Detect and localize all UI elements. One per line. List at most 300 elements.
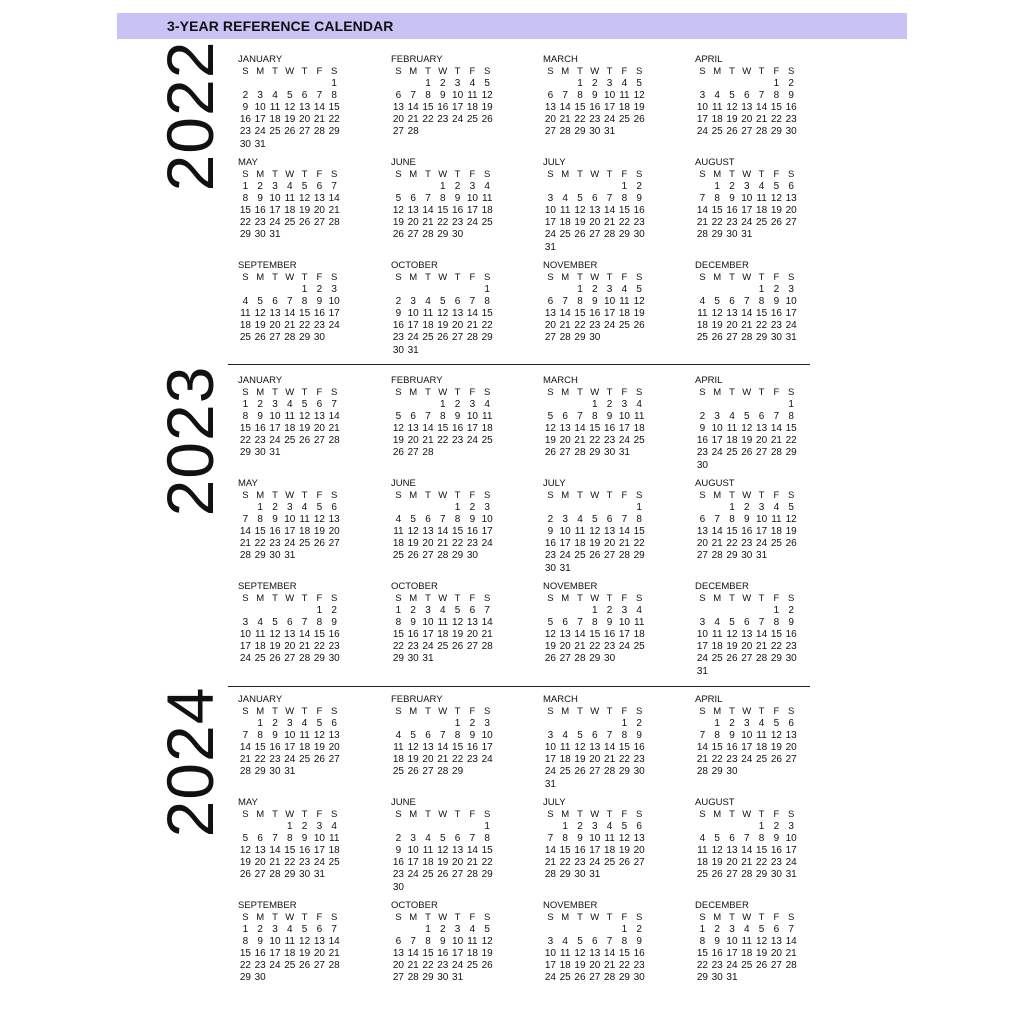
weekday-letter: F bbox=[469, 706, 476, 717]
day-number: 22 bbox=[618, 754, 630, 766]
day-number: 17 bbox=[544, 960, 556, 972]
day-number: 23 bbox=[633, 960, 645, 972]
day-number: 22 bbox=[239, 435, 251, 447]
day-number: 6 bbox=[592, 193, 598, 205]
weekday-letter: S bbox=[395, 272, 402, 283]
day-number: 2 bbox=[592, 78, 598, 89]
month-name: APRIL bbox=[695, 694, 723, 705]
day-number: 5 bbox=[773, 181, 780, 192]
day-number: 23 bbox=[452, 435, 464, 447]
day-number: 12 bbox=[633, 90, 645, 102]
day-number: 12 bbox=[437, 308, 449, 320]
day-number: 20 bbox=[604, 538, 616, 550]
weekday-letter: S bbox=[788, 272, 795, 283]
day-number: 30 bbox=[726, 229, 738, 241]
weekday-letter: T bbox=[758, 593, 765, 604]
day-number: 12 bbox=[313, 730, 325, 742]
day-number: 21 bbox=[313, 114, 325, 126]
weekday-letter: S bbox=[699, 490, 706, 501]
day-number: 12 bbox=[407, 526, 419, 538]
day-number: 30 bbox=[696, 459, 708, 471]
weekday-letter: T bbox=[758, 809, 765, 820]
day-number: 12 bbox=[726, 102, 738, 114]
day-number: 24 bbox=[711, 447, 723, 459]
day-number: 14 bbox=[559, 308, 571, 320]
weekday-letter: F bbox=[316, 809, 323, 820]
month-name: NOVEMBER bbox=[543, 260, 598, 271]
day-number: 12 bbox=[299, 193, 311, 205]
day-number: 6 bbox=[410, 193, 416, 205]
day-number: 20 bbox=[313, 423, 325, 435]
day-number: 24 bbox=[544, 972, 556, 984]
day-number: 12 bbox=[239, 845, 251, 857]
weekday-letter: W bbox=[590, 706, 600, 717]
weekday-letter: M bbox=[561, 387, 570, 398]
day-number: 3 bbox=[621, 605, 628, 616]
day-number: 25 bbox=[696, 332, 708, 344]
day-number: 24 bbox=[756, 538, 768, 550]
weekday-letter: T bbox=[758, 387, 765, 398]
weekday-letter: S bbox=[242, 169, 249, 180]
day-number: 10 bbox=[254, 102, 266, 114]
day-number: 19 bbox=[269, 641, 281, 653]
month-name: AUGUST bbox=[695, 797, 735, 808]
day-number: 7 bbox=[621, 514, 628, 526]
day-number: 23 bbox=[269, 754, 281, 766]
day-number: 15 bbox=[313, 629, 325, 641]
day-number: 12 bbox=[726, 629, 738, 641]
weekday-letter: M bbox=[713, 706, 722, 717]
day-number: 6 bbox=[316, 399, 323, 410]
weekday-letter: S bbox=[788, 66, 795, 77]
day-number: 30 bbox=[392, 344, 404, 356]
weekday-letter: T bbox=[577, 912, 583, 923]
day-number: 9 bbox=[788, 90, 794, 102]
day-number: 1 bbox=[395, 605, 402, 616]
day-number: 6 bbox=[454, 296, 461, 308]
weekday-letter: T bbox=[272, 169, 278, 180]
weekday-letter: M bbox=[713, 490, 722, 501]
day-number: 6 bbox=[729, 296, 735, 308]
weekday-letter: T bbox=[301, 490, 308, 501]
day-number: 15 bbox=[574, 308, 586, 320]
weekday-letter: W bbox=[285, 387, 295, 398]
day-number: 25 bbox=[328, 857, 340, 869]
day-number: 16 bbox=[574, 845, 586, 857]
weekday-letter: M bbox=[561, 593, 570, 604]
day-number: 24 bbox=[618, 641, 630, 653]
weekday-letter: M bbox=[256, 490, 265, 501]
day-number: 25 bbox=[392, 766, 404, 778]
day-number: 22 bbox=[254, 754, 266, 766]
day-number: 1 bbox=[758, 284, 765, 295]
day-number: 4 bbox=[744, 924, 750, 935]
day-number: 23 bbox=[392, 869, 404, 881]
day-number: 9 bbox=[257, 411, 263, 423]
day-number: 12 bbox=[633, 296, 645, 308]
day-number: 13 bbox=[741, 102, 753, 114]
day-number: 29 bbox=[239, 447, 251, 459]
day-number: 26 bbox=[452, 641, 464, 653]
day-number: 21 bbox=[328, 948, 340, 960]
day-number: 3 bbox=[699, 617, 706, 629]
day-number: 9 bbox=[331, 617, 337, 629]
day-number: 22 bbox=[618, 960, 630, 972]
day-number: 8 bbox=[316, 617, 323, 629]
day-number: 18 bbox=[741, 948, 753, 960]
weekday-letter: S bbox=[395, 387, 402, 398]
day-number: 5 bbox=[714, 296, 720, 308]
day-number: 30 bbox=[633, 972, 645, 984]
day-number: 13 bbox=[589, 948, 601, 960]
day-number: 15 bbox=[559, 845, 571, 857]
day-number: 16 bbox=[466, 526, 478, 538]
day-number: 12 bbox=[254, 308, 266, 320]
weekday-letter: S bbox=[484, 66, 491, 77]
day-number: 2 bbox=[606, 399, 613, 410]
day-number: 27 bbox=[313, 435, 325, 447]
weekday-letter: W bbox=[742, 706, 752, 717]
day-number: 13 bbox=[407, 205, 419, 217]
day-number: 23 bbox=[589, 114, 601, 126]
weekday-letter: S bbox=[242, 809, 249, 820]
day-number: 14 bbox=[770, 423, 782, 435]
weekday-letter: F bbox=[621, 169, 628, 180]
day-number: 25 bbox=[756, 754, 768, 766]
day-number: 7 bbox=[562, 90, 568, 102]
day-number: 21 bbox=[299, 641, 311, 653]
day-number: 24 bbox=[618, 435, 630, 447]
day-number: 12 bbox=[437, 845, 449, 857]
weekday-letter: T bbox=[272, 593, 278, 604]
day-number: 25 bbox=[392, 550, 404, 562]
day-number: 12 bbox=[711, 308, 723, 320]
day-number: 30 bbox=[604, 447, 616, 459]
weekday-letter: S bbox=[484, 169, 491, 180]
day-number: 27 bbox=[544, 126, 556, 138]
weekday-letter: T bbox=[758, 490, 765, 501]
weekday-letter: S bbox=[547, 912, 554, 923]
day-number: 25 bbox=[604, 857, 616, 869]
day-number: 19 bbox=[239, 857, 251, 869]
day-number: 12 bbox=[544, 629, 556, 641]
day-number: 5 bbox=[440, 833, 446, 845]
day-number: 30 bbox=[785, 653, 797, 665]
day-number: 8 bbox=[484, 833, 490, 845]
day-number: 16 bbox=[633, 948, 645, 960]
day-number: 18 bbox=[422, 320, 434, 332]
day-number: 21 bbox=[544, 857, 556, 869]
day-number: 12 bbox=[299, 936, 311, 948]
day-number: 13 bbox=[756, 423, 768, 435]
day-number: 30 bbox=[466, 550, 478, 562]
day-number: 14 bbox=[239, 526, 251, 538]
weekday-letter: T bbox=[454, 912, 461, 923]
day-number: 18 bbox=[770, 526, 782, 538]
day-number: 25 bbox=[633, 435, 645, 447]
weekday-letter: F bbox=[469, 809, 476, 820]
weekday-letter: S bbox=[788, 706, 795, 717]
weekday-letter: S bbox=[242, 593, 249, 604]
day-number: 4 bbox=[714, 617, 720, 629]
day-number: 5 bbox=[577, 193, 583, 205]
day-number: 17 bbox=[422, 629, 434, 641]
day-number: 3 bbox=[547, 936, 554, 948]
weekday-letter: T bbox=[454, 169, 461, 180]
day-number: 3 bbox=[744, 181, 750, 192]
day-number: 9 bbox=[242, 102, 249, 114]
day-number: 5 bbox=[636, 284, 642, 295]
day-number: 6 bbox=[788, 718, 794, 729]
day-number: 17 bbox=[544, 217, 556, 229]
day-number: 18 bbox=[711, 114, 723, 126]
day-number: 15 bbox=[711, 742, 723, 754]
day-number: 17 bbox=[452, 948, 464, 960]
day-number: 10 bbox=[604, 90, 616, 102]
day-number: 15 bbox=[574, 102, 586, 114]
day-number: 14 bbox=[481, 617, 493, 629]
day-number: 26 bbox=[392, 447, 404, 459]
weekday-letter: W bbox=[742, 169, 752, 180]
day-number: 28 bbox=[437, 550, 449, 562]
day-number: 27 bbox=[756, 447, 768, 459]
weekday-letter: T bbox=[606, 490, 613, 501]
day-number: 20 bbox=[254, 857, 266, 869]
day-number: 1 bbox=[257, 718, 263, 729]
day-number: 2 bbox=[547, 514, 554, 526]
weekday-letter: W bbox=[285, 912, 295, 923]
day-number: 1 bbox=[729, 502, 735, 513]
day-number: 1 bbox=[440, 181, 446, 192]
day-number: 22 bbox=[452, 538, 464, 550]
day-number: 18 bbox=[466, 948, 478, 960]
day-number: 6 bbox=[547, 296, 554, 308]
day-number: 14 bbox=[328, 936, 340, 948]
day-number: 27 bbox=[559, 447, 571, 459]
day-number: 8 bbox=[714, 193, 720, 205]
day-number: 7 bbox=[699, 193, 706, 205]
weekday-letter: S bbox=[699, 912, 706, 923]
day-number: 27 bbox=[633, 857, 645, 869]
day-number: 13 bbox=[466, 617, 478, 629]
day-number: 1 bbox=[788, 399, 794, 410]
day-number: 6 bbox=[331, 718, 337, 729]
weekday-letter: M bbox=[409, 66, 418, 77]
weekday-letter: W bbox=[438, 169, 448, 180]
day-number: 30 bbox=[711, 972, 723, 984]
day-number: 26 bbox=[711, 869, 723, 881]
day-number: 2 bbox=[331, 605, 337, 616]
weekday-letter: S bbox=[699, 593, 706, 604]
day-number: 16 bbox=[589, 308, 601, 320]
day-number: 28 bbox=[756, 126, 768, 138]
day-number: 11 bbox=[482, 193, 493, 205]
weekday-letter: F bbox=[316, 272, 323, 283]
day-number: 23 bbox=[466, 754, 478, 766]
weekday-letter: T bbox=[301, 387, 308, 398]
day-number: 2 bbox=[729, 181, 735, 192]
day-number: 27 bbox=[559, 653, 571, 665]
weekday-letter: T bbox=[729, 272, 735, 283]
day-number: 31 bbox=[452, 972, 464, 984]
day-number: 31 bbox=[422, 653, 434, 665]
day-number: 10 bbox=[269, 936, 281, 948]
day-number: 4 bbox=[562, 730, 568, 742]
day-number: 15 bbox=[299, 308, 311, 320]
day-number: 11 bbox=[284, 193, 295, 205]
day-number: 21 bbox=[422, 435, 434, 447]
day-number: 1 bbox=[562, 821, 568, 832]
day-number: 6 bbox=[758, 411, 765, 423]
weekday-letter: S bbox=[395, 66, 402, 77]
day-number: 5 bbox=[729, 617, 735, 629]
weekday-letter: F bbox=[621, 272, 628, 283]
day-number: 16 bbox=[299, 845, 311, 857]
day-number: 6 bbox=[744, 617, 750, 629]
day-number: 29 bbox=[437, 229, 449, 241]
weekday-letter: W bbox=[742, 809, 752, 820]
day-number: 10 bbox=[618, 411, 630, 423]
day-number: 28 bbox=[618, 550, 630, 562]
day-number: 21 bbox=[574, 435, 586, 447]
weekday-letter: M bbox=[256, 387, 265, 398]
day-number: 11 bbox=[697, 845, 708, 857]
day-number: 3 bbox=[606, 78, 613, 89]
day-number: 30 bbox=[770, 869, 782, 881]
day-number: 27 bbox=[589, 229, 601, 241]
day-number: 20 bbox=[328, 526, 340, 538]
day-number: 3 bbox=[592, 821, 598, 832]
day-number: 24 bbox=[284, 754, 296, 766]
day-number: 24 bbox=[452, 114, 464, 126]
day-number: 6 bbox=[395, 936, 402, 948]
day-number: 1 bbox=[242, 399, 249, 410]
weekday-letter: T bbox=[606, 912, 613, 923]
day-number: 27 bbox=[422, 766, 434, 778]
day-number: 14 bbox=[604, 205, 616, 217]
day-number: 20 bbox=[313, 948, 325, 960]
weekday-letter: T bbox=[301, 169, 308, 180]
day-number: 5 bbox=[272, 617, 278, 629]
day-number: 28 bbox=[328, 217, 340, 229]
day-number: 22 bbox=[239, 217, 251, 229]
day-number: 7 bbox=[469, 833, 476, 845]
weekday-letter: T bbox=[425, 912, 431, 923]
day-number: 24 bbox=[741, 217, 753, 229]
day-number: 2 bbox=[577, 821, 583, 832]
day-number: 26 bbox=[313, 754, 325, 766]
day-number: 20 bbox=[313, 205, 325, 217]
weekday-letter: T bbox=[301, 809, 308, 820]
day-number: 25 bbox=[559, 972, 571, 984]
day-number: 10 bbox=[481, 514, 493, 526]
day-number: 22 bbox=[696, 960, 708, 972]
day-number: 24 bbox=[785, 857, 797, 869]
weekday-letter: T bbox=[301, 272, 308, 283]
day-number: 17 bbox=[466, 423, 478, 435]
weekday-letter: T bbox=[577, 490, 583, 501]
weekday-letter: W bbox=[285, 272, 295, 283]
day-number: 20 bbox=[328, 742, 340, 754]
day-number: 1 bbox=[425, 78, 431, 89]
day-number: 1 bbox=[484, 284, 490, 295]
day-number: 23 bbox=[696, 447, 708, 459]
day-number: 3 bbox=[242, 617, 249, 629]
day-number: 8 bbox=[301, 296, 308, 308]
day-number: 13 bbox=[313, 936, 325, 948]
day-number: 25 bbox=[284, 960, 296, 972]
weekday-letter: F bbox=[621, 912, 628, 923]
day-number: 12 bbox=[741, 423, 753, 435]
day-number: 24 bbox=[785, 320, 797, 332]
day-number: 31 bbox=[785, 332, 797, 344]
day-number: 26 bbox=[437, 332, 449, 344]
day-number: 4 bbox=[636, 399, 642, 410]
month-name: APRIL bbox=[695, 54, 723, 65]
day-number: 6 bbox=[562, 411, 568, 423]
day-number: 7 bbox=[606, 730, 613, 742]
day-number: 26 bbox=[392, 229, 404, 241]
day-number: 2 bbox=[272, 718, 278, 729]
day-number: 5 bbox=[577, 730, 583, 742]
weekday-letter: W bbox=[742, 593, 752, 604]
day-number: 18 bbox=[559, 754, 571, 766]
day-number: 17 bbox=[559, 538, 571, 550]
day-number: 17 bbox=[696, 114, 708, 126]
day-number: 7 bbox=[410, 936, 416, 948]
day-number: 6 bbox=[454, 833, 461, 845]
weekday-letter: M bbox=[713, 912, 722, 923]
day-number: 11 bbox=[726, 423, 738, 435]
day-number: 30 bbox=[633, 229, 645, 241]
day-number: 30 bbox=[785, 126, 797, 138]
day-number: 23 bbox=[254, 435, 266, 447]
day-number: 10 bbox=[328, 296, 340, 308]
day-number: 20 bbox=[269, 320, 281, 332]
day-number: 18 bbox=[299, 526, 311, 538]
day-number: 27 bbox=[770, 960, 782, 972]
weekday-letter: S bbox=[547, 387, 554, 398]
day-number: 29 bbox=[254, 766, 266, 778]
weekday-letter: T bbox=[606, 809, 613, 820]
day-number: 27 bbox=[785, 754, 797, 766]
day-number: 24 bbox=[589, 857, 601, 869]
day-number: 20 bbox=[452, 857, 464, 869]
day-number: 28 bbox=[239, 550, 251, 562]
month-name: OCTOBER bbox=[391, 581, 438, 592]
day-number: 30 bbox=[574, 869, 586, 881]
day-number: 17 bbox=[269, 205, 281, 217]
day-number: 21 bbox=[466, 857, 478, 869]
weekday-letter: T bbox=[425, 272, 431, 283]
day-number: 26 bbox=[574, 229, 586, 241]
day-number: 8 bbox=[577, 296, 583, 308]
day-number: 20 bbox=[589, 754, 601, 766]
day-number: 22 bbox=[574, 320, 586, 332]
day-number: 9 bbox=[729, 730, 735, 742]
day-number: 9 bbox=[316, 296, 323, 308]
day-number: 8 bbox=[636, 514, 642, 526]
day-number: 22 bbox=[589, 435, 601, 447]
day-number: 21 bbox=[481, 629, 493, 641]
day-number: 3 bbox=[562, 514, 568, 526]
day-number: 2 bbox=[242, 90, 249, 102]
day-number: 7 bbox=[744, 833, 750, 845]
day-number: 5 bbox=[484, 78, 490, 89]
day-number: 13 bbox=[741, 629, 753, 641]
day-number: 12 bbox=[407, 742, 419, 754]
weekday-letter: T bbox=[454, 809, 461, 820]
